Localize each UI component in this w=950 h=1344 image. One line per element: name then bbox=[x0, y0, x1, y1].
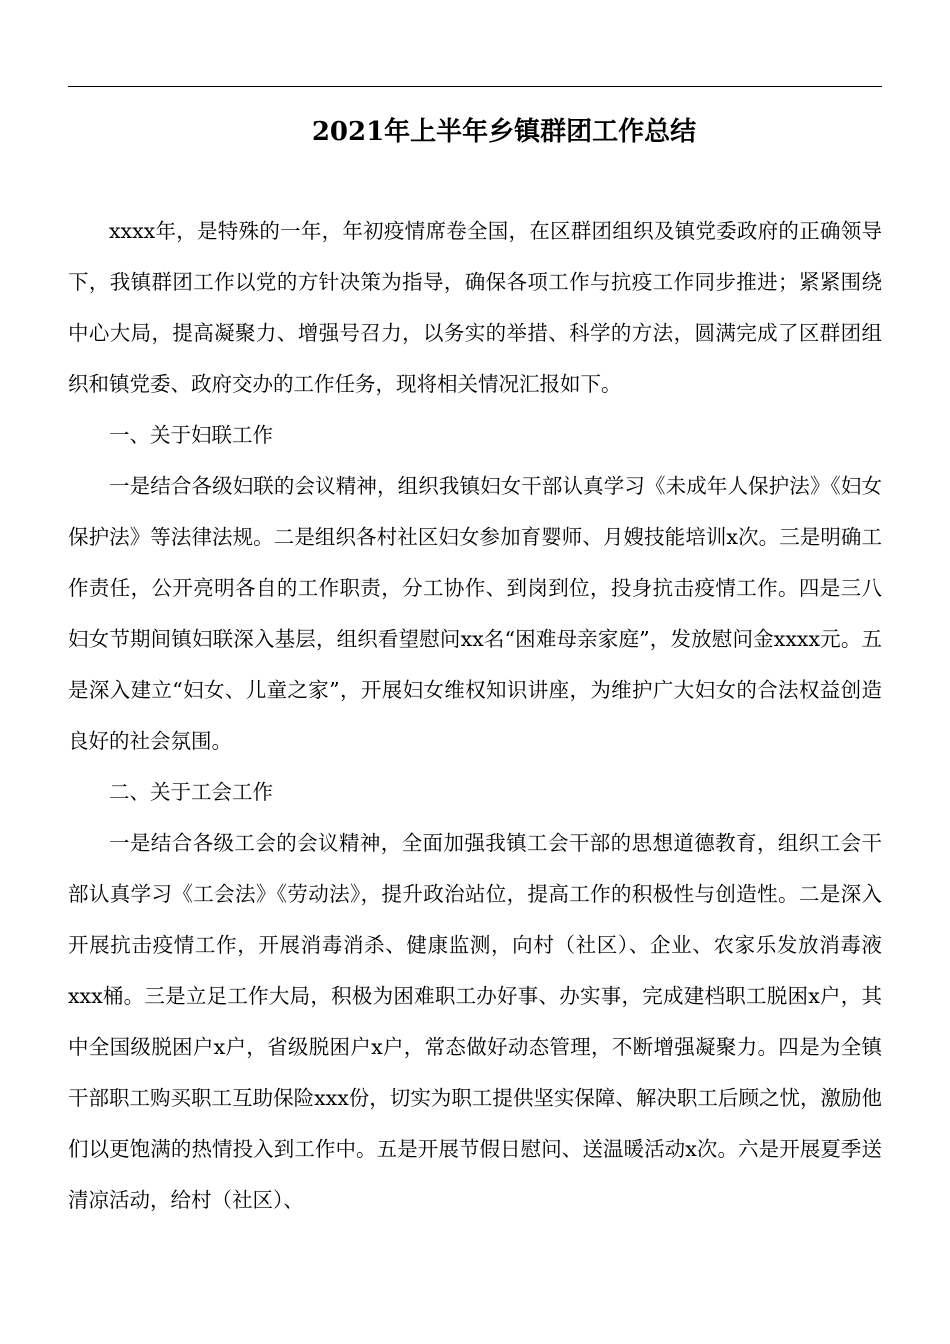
section-heading-trade-union: 二、关于工会工作 bbox=[109, 780, 273, 804]
trade-union-paragraph: 一是结合各级工会的会议精神，全面加强我镇工会干部的思想道德教育，组织工会干部认真学习《工会法》《劳动法》，提升政治站位，提高工作的积极性与创造性。二是深入开展抗击疫情工作，开展消毒消杀、健康监测，向村（社区）、企业、农家乐发放消毒液xxx桶。三是立足工作大局，积极为困难职工办好事、办实事，完成建档职工脱困x户，其中全国级脱困户x户，省级脱困户x户，常态做好动态管理，不断增强凝聚力。四是为全镇干部职工购买职工互助保险xxx份，切实为职工提供坚实保障、解决职工后顾之忧，激励他们以更饱满的热情投入到工作中。五是开展节假日慰问、送温暖活动x次。六是开展夏季送清凉活动，给村（社区）、 bbox=[68, 831, 882, 1212]
document-body bbox=[68, 206, 882, 1226]
header-rule bbox=[68, 86, 882, 87]
intro-paragraph: xxxx年，是特殊的一年，年初疫情席卷全国，在区群团组织及镇党委政府的正确领导下，我镇群团工作以党的方针决策为指导，确保各项工作与抗疫工作同步推进；紧紧围绕中心大局，提高凝聚力、增强号召力，以务实的举措、科学的方法，圆满完成了区群团组织和镇党委、政府交办的工作任务，现将相关情况汇报如下。 bbox=[68, 219, 882, 396]
document-title: 2021年上半年乡镇群团工作总结 bbox=[311, 117, 697, 148]
womens-federation-paragraph: 一是结合各级妇联的会议精神，组织我镇妇女干部认真学习《未成年人保护法》《妇女保护法》等法律法规。二是组织各村社区妇女参加育婴师、月嫂技能培训x次。三是明确工作责任，公开亮明各自的工作职责，分工协作、到岗到位，投身抗击疫情工作。四是三八妇女节期间镇妇联深入基层，组织看望慰问xx名“困难母亲家庭”，发放慰问金xxxx元。五是深入建立“妇女、儿童之家”，开展妇女维权知识讲座，为维护广大妇女的合法权益创造良好的社会氛围。 bbox=[68, 474, 882, 753]
section-heading-womens-federation: 一、关于妇联工作 bbox=[109, 423, 273, 447]
